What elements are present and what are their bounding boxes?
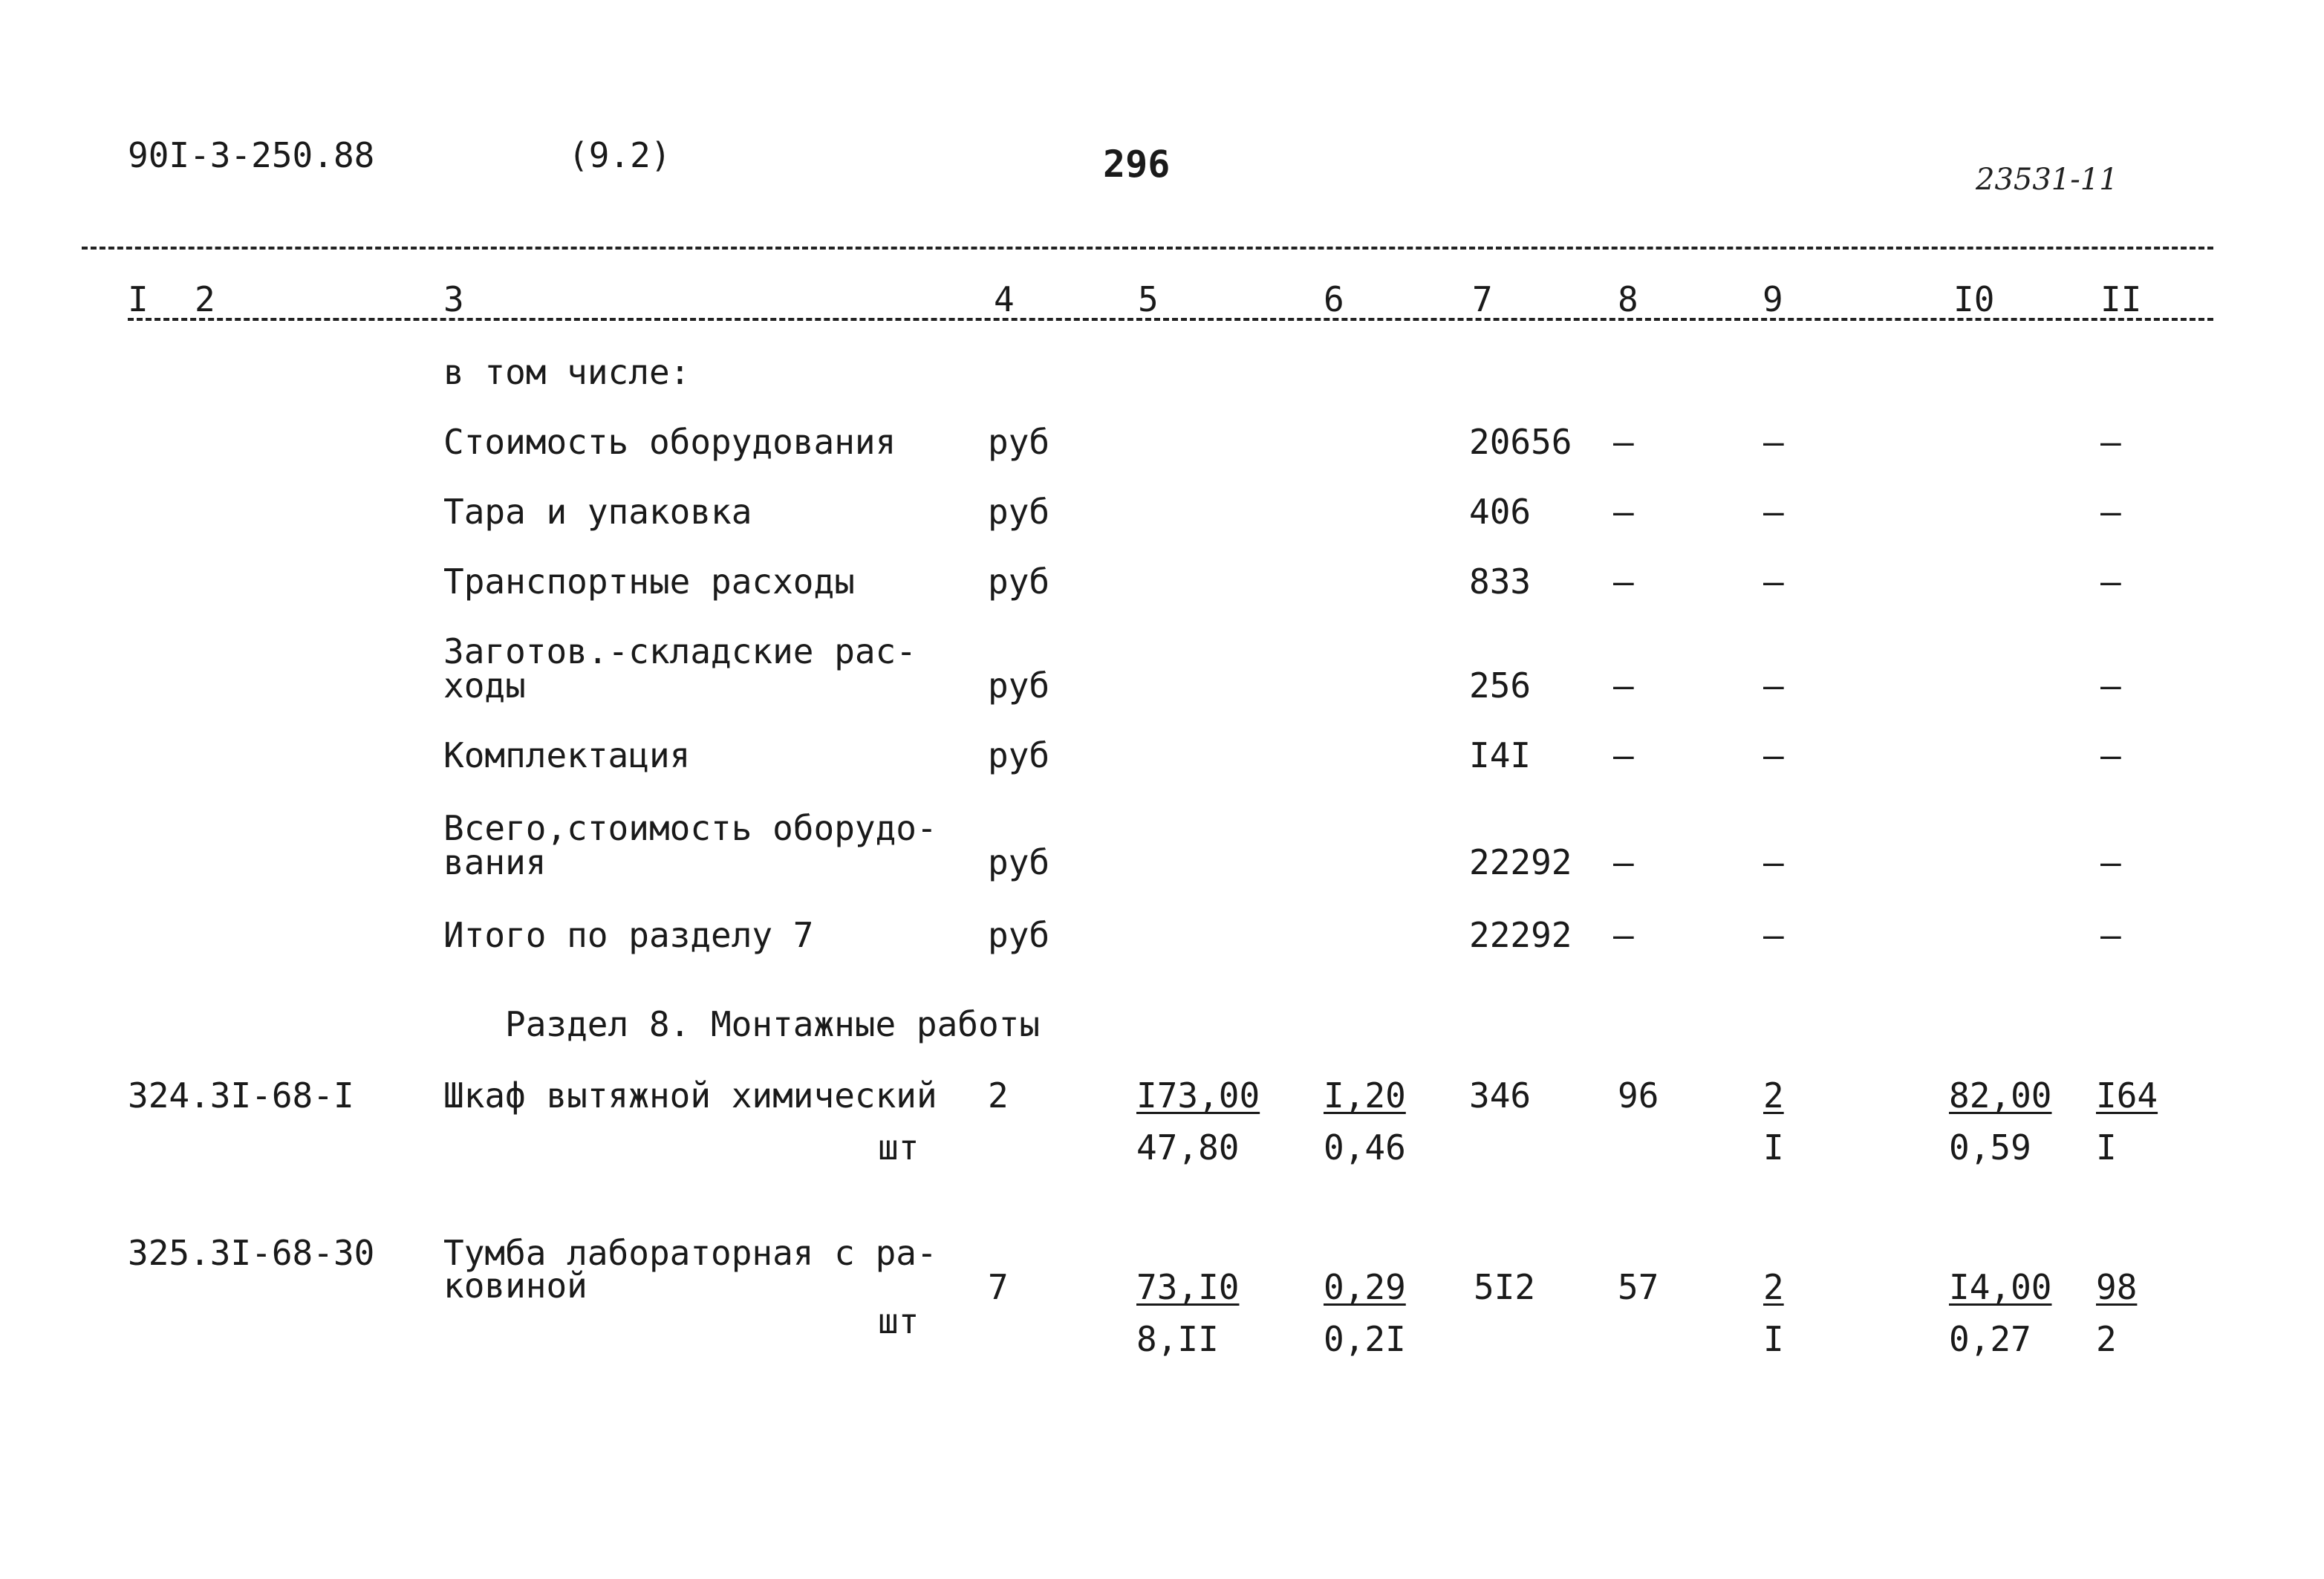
row-value-col9: – <box>1763 422 1784 462</box>
item-col5-top: I73,00 <box>1136 1075 1260 1116</box>
item-unit: шт <box>878 1301 919 1341</box>
row-value-col11: – <box>2100 665 2121 706</box>
item-col6-top: I,20 <box>1324 1075 1406 1116</box>
handwritten-stamp-number: 23531-11 <box>1976 163 2118 197</box>
row-value-col7: I4I <box>1469 735 1532 775</box>
row-value-col7: 256 <box>1469 665 1532 706</box>
item-col11-top: I64 <box>2096 1075 2158 1116</box>
row-value-col11: – <box>2100 561 2121 602</box>
item-col9-top: 2 <box>1763 1267 1784 1307</box>
item-quantity: 2 <box>988 1075 1009 1116</box>
row-value-col9: – <box>1763 561 1784 602</box>
row-value-col9: – <box>1763 842 1784 882</box>
row-value-col7: 20656 <box>1469 422 1572 462</box>
row-value-col8: – <box>1613 422 1634 462</box>
subsection-label: в том числе: <box>443 352 691 392</box>
row-value-col7: 833 <box>1469 561 1532 602</box>
row-value-col7: 22292 <box>1469 842 1572 882</box>
row-value-col11: – <box>2100 735 2121 775</box>
row-name-line1: Заготов.-складские рас- <box>443 631 917 671</box>
column-header-8: 8 <box>1618 279 1638 319</box>
row-name-line2: ходы <box>443 665 526 706</box>
item-col6-bottom: 0,2I <box>1324 1319 1406 1359</box>
item-col9-top: 2 <box>1763 1075 1784 1116</box>
section-title: Раздел 8. Монтажные работы <box>505 1004 1041 1044</box>
item-col6-bottom: 0,46 <box>1324 1127 1406 1168</box>
row-name: Транспортные расходы <box>443 561 855 602</box>
column-header-5: 5 <box>1138 279 1159 319</box>
row-value-col8: – <box>1613 735 1634 775</box>
item-col10-bottom: 0,59 <box>1949 1127 2031 1168</box>
row-name-line1: Всего,стоимость оборудо- <box>443 808 937 848</box>
row-value-col11: – <box>2100 915 2121 955</box>
item-col5-top: 73,I0 <box>1136 1267 1240 1307</box>
row-value-col11: – <box>2100 422 2121 462</box>
item-col10-top: 82,00 <box>1949 1075 2052 1116</box>
row-unit: руб <box>988 735 1050 775</box>
item-col11-bottom: I <box>2096 1127 2117 1168</box>
row-value-col9: – <box>1763 735 1784 775</box>
column-header-7: 7 <box>1472 279 1493 319</box>
row-value-col8: – <box>1613 842 1634 882</box>
row-unit: руб <box>988 492 1050 532</box>
item-quantity: 7 <box>988 1267 1009 1307</box>
column-header-dashed-rule <box>128 318 2213 321</box>
row-value-col7: 406 <box>1469 492 1532 532</box>
item-col5-bottom: 47,80 <box>1136 1127 1240 1168</box>
item-col10-bottom: 0,27 <box>1949 1319 2031 1359</box>
column-header-9: 9 <box>1762 279 1783 319</box>
item-name-line2: ковиной <box>443 1266 587 1306</box>
section-number: (9.2) <box>568 135 671 175</box>
column-header-2: 2 <box>195 279 215 319</box>
row-value-col11: – <box>2100 492 2121 532</box>
row-value-col11: – <box>2100 842 2121 882</box>
row-value-col9: – <box>1763 492 1784 532</box>
item-col9-bottom: I <box>1763 1319 1784 1359</box>
item-unit: шт <box>878 1127 919 1168</box>
row-name: Стоимость оборудования <box>443 422 896 462</box>
column-header-4: 4 <box>994 279 1015 319</box>
item-col5-bottom: 8,II <box>1136 1319 1219 1359</box>
item-col6-top: 0,29 <box>1324 1267 1406 1307</box>
column-header-1: I <box>128 279 149 319</box>
row-value-col8: – <box>1613 915 1634 955</box>
item-col8: 96 <box>1618 1075 1659 1116</box>
row-unit: руб <box>988 842 1050 882</box>
item-col8: 57 <box>1618 1267 1659 1307</box>
column-header-3: 3 <box>443 279 464 319</box>
row-value-col8: – <box>1613 665 1634 706</box>
row-name: Комплектация <box>443 735 691 775</box>
column-header-11: II <box>2100 279 2142 319</box>
item-name-line1: Тумба лабораторная с ра- <box>443 1233 937 1273</box>
row-value-col8: – <box>1613 561 1634 602</box>
item-col7: 5I2 <box>1474 1267 1536 1307</box>
row-value-col8: – <box>1613 492 1634 532</box>
item-col10-top: I4,00 <box>1949 1267 2052 1307</box>
row-value-col9: – <box>1763 915 1784 955</box>
column-header-6: 6 <box>1324 279 1344 319</box>
row-name: Итого по разделу 7 <box>443 915 814 955</box>
column-header-10: I0 <box>1953 279 1995 319</box>
row-value-col9: – <box>1763 665 1784 706</box>
document-code: 90I-3-250.88 <box>128 135 375 175</box>
row-unit: руб <box>988 915 1050 955</box>
item-col11-bottom: 2 <box>2096 1319 2117 1359</box>
item-col9-bottom: I <box>1763 1127 1784 1168</box>
item-code: 324.3I-68-I <box>128 1075 354 1116</box>
page-number: 296 <box>1103 143 1171 186</box>
row-unit: руб <box>988 665 1050 706</box>
top-dashed-rule <box>82 247 2213 250</box>
item-col7: 346 <box>1469 1075 1532 1116</box>
row-unit: руб <box>988 561 1050 602</box>
row-value-col7: 22292 <box>1469 915 1572 955</box>
row-name-line2: вания <box>443 842 547 882</box>
row-name: Тара и упаковка <box>443 492 752 532</box>
item-col11-top: 98 <box>2096 1267 2138 1307</box>
item-code: 325.3I-68-30 <box>128 1233 375 1273</box>
row-unit: руб <box>988 422 1050 462</box>
item-name: Шкаф вытяжной химический <box>443 1075 937 1116</box>
